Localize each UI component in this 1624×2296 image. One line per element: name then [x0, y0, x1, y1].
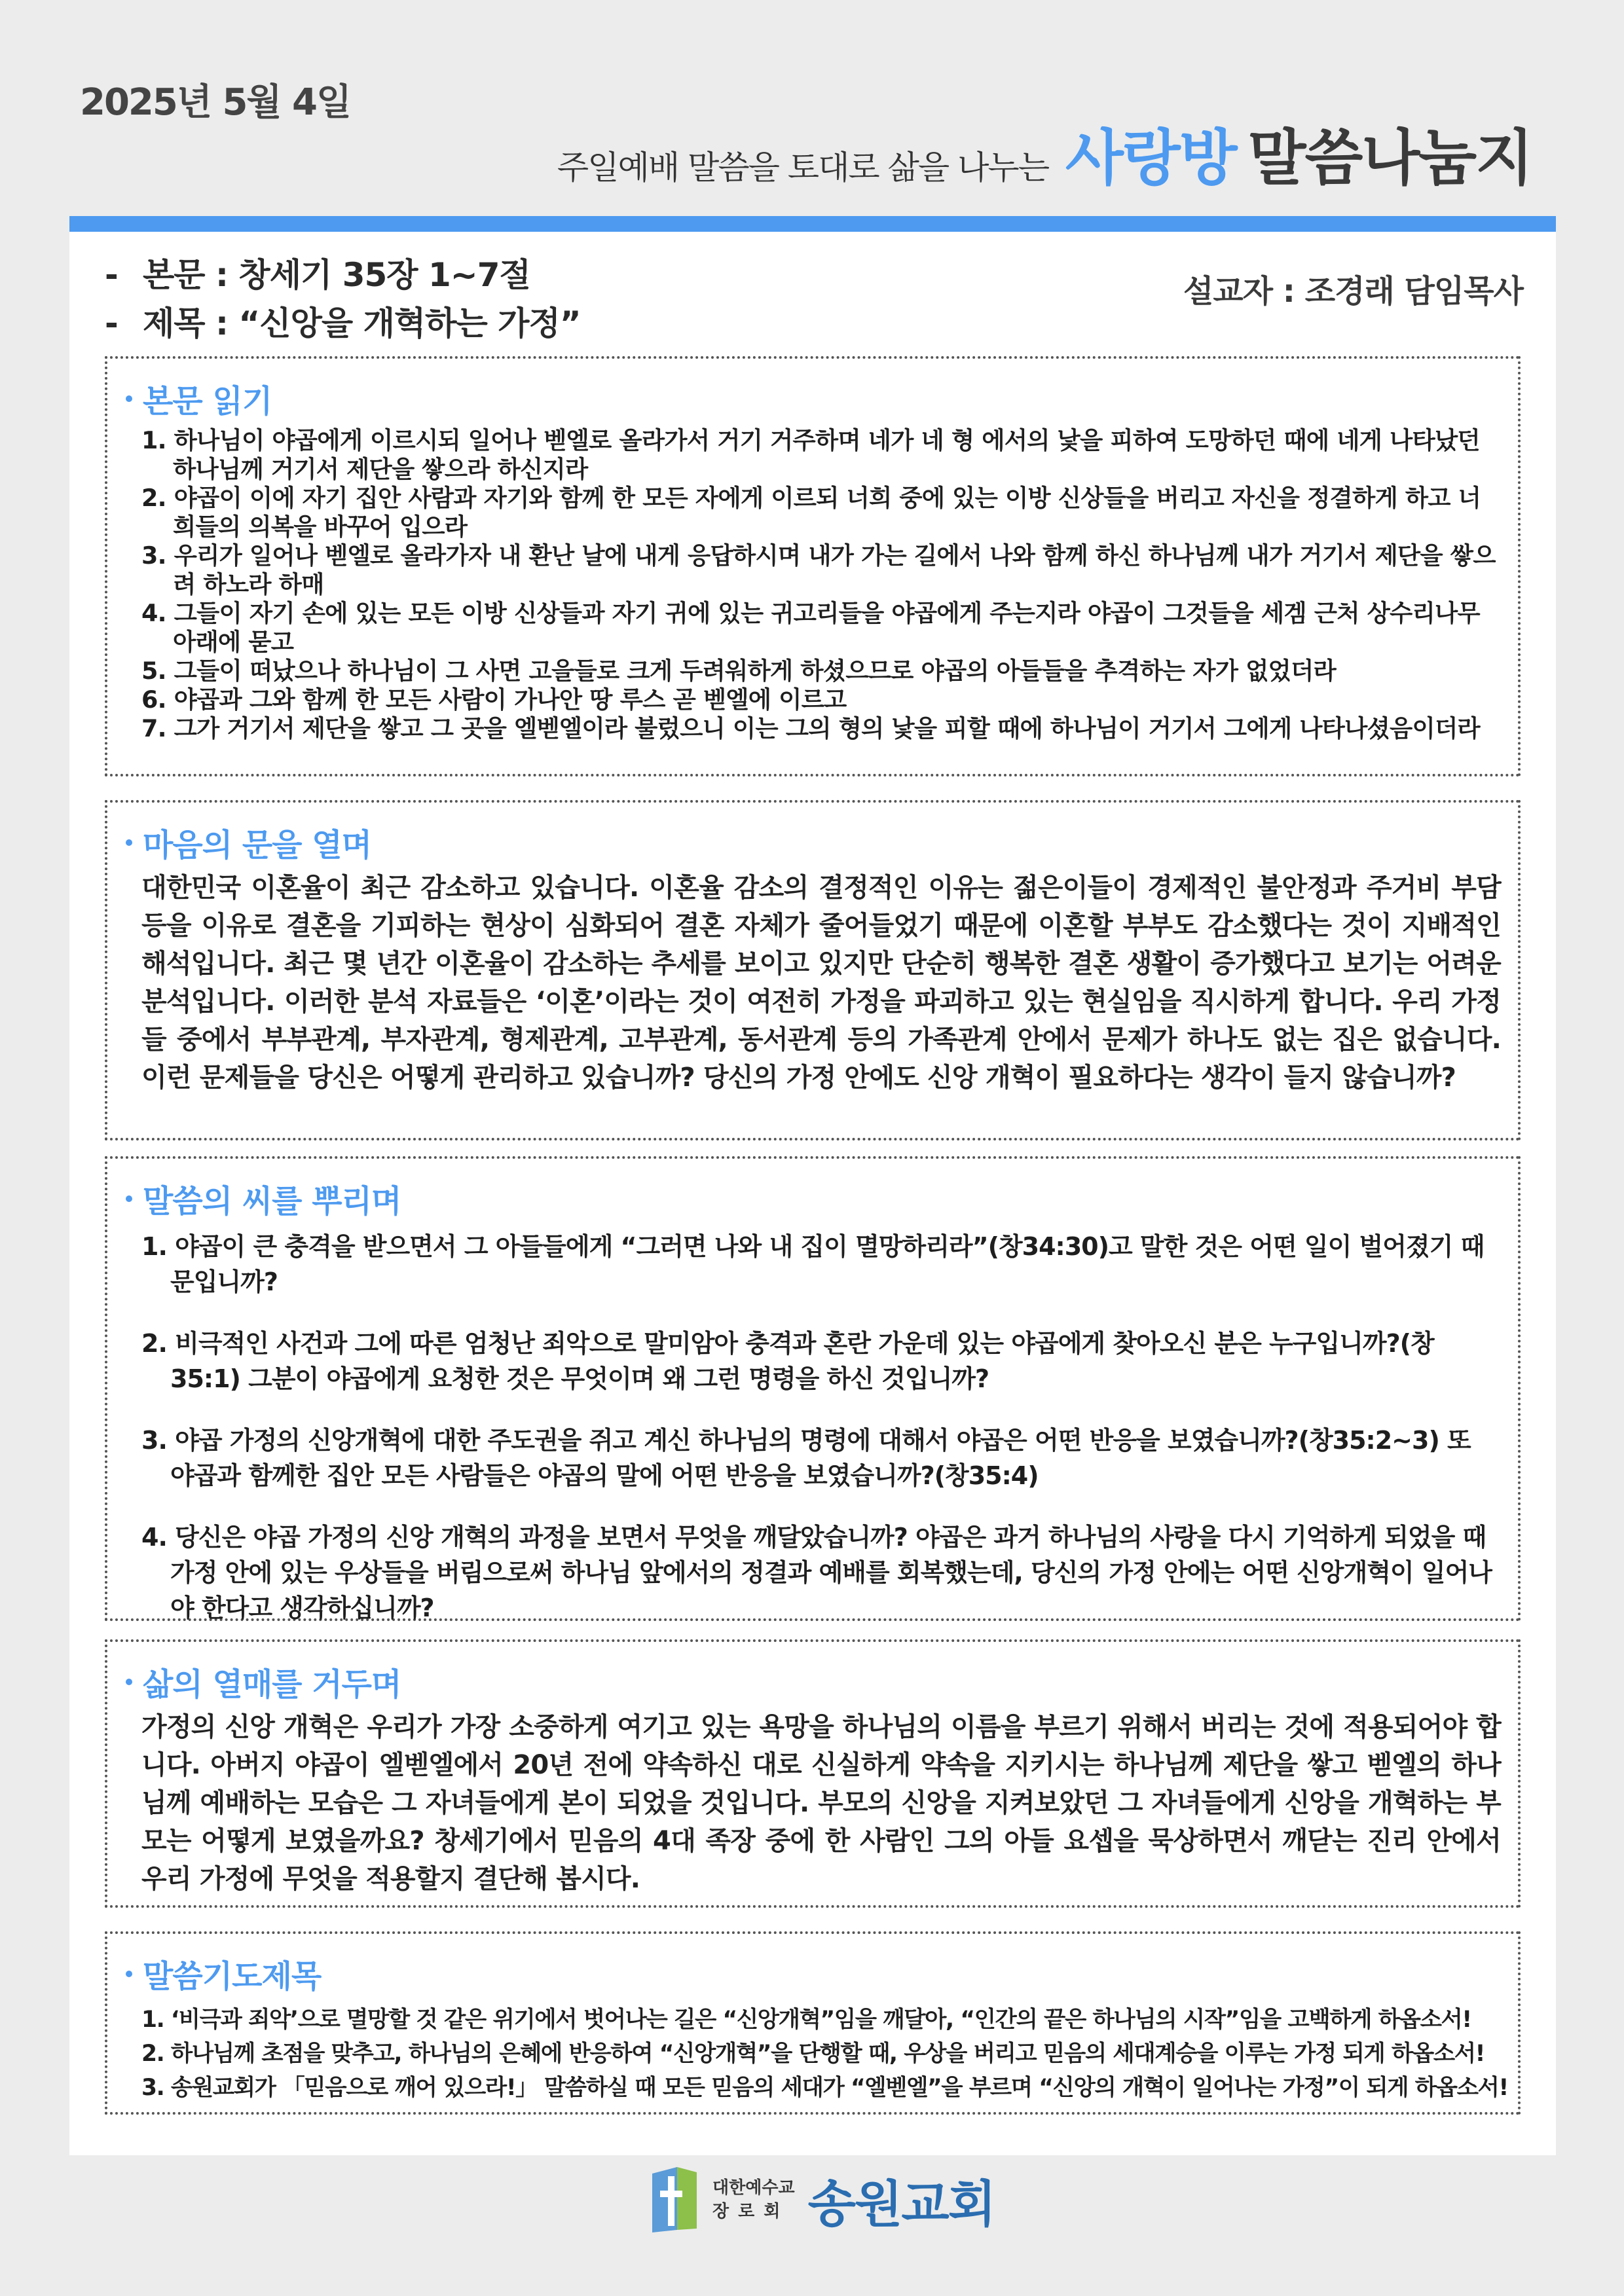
- header-subtitle: 주일예배 말씀을 토대로 삶을 나누는: [557, 149, 1048, 187]
- content-sheet: [69, 232, 1556, 2155]
- page-header: [557, 110, 1532, 196]
- verse-item: 6. 야곱과 그와 함께 한 모든 사람이 가나안 땅 루스 곧 벧엘에 이르고: [141, 685, 847, 714]
- questions-heading-text: 말씀의 씨를 뿌리며: [143, 1183, 401, 1220]
- question-item: 1. 야곱이 큰 충격을 받으면서 그 아들들에게 “그러면 나와 내 집이 멸망하리라”(창34:30)고 말한 것은 어떤 일이 벌어졌기 때문입니까?: [141, 1232, 1485, 1296]
- preacher-label: 설교자 : 조경래 담임목사: [1183, 273, 1523, 310]
- sermon-text-line: - 본문 : 창세기 35장 1~7절: [105, 256, 530, 294]
- application-paragraph: 가정의 신앙 개혁은 우리가 가장 소중하게 여기고 있는 욕망을 하나님의 이름을 부르기 위해서 버리는 것에 적용되어야 합니다. 아버지 야곱이 엘벧엘에서 20년 전에 약속하신 대로 신실하게 약속을 지키시는 하나님께 제단을 쌓고 벧엘의 하나님께 예배하는 모습은 그 자녀들에게 본이 되었을 것입니다. 부모의 신앙을 지켜보았던 그 자녀들에게 신앙을 개혁하는 부모는 어떻게 보였을까요? 창세기에서 믿음의 4대 족장 중에 한 사람인 그의 아들 요셉을 묵상하면서 깨닫는 진리 안에서 우리 가정에 무엇을 적용할지 결단해 봅시다.: [141, 1712, 1501, 1894]
- church-name: 송원교회: [807, 2174, 995, 2233]
- application-heading-text: 삶의 열매를 거두며: [143, 1666, 401, 1703]
- prayer-section: [105, 1931, 1521, 2115]
- verse-item: 5. 그들이 떠났으나 하나님이 그 사면 고을들로 크게 두려워하게 하셨으므로 야곱의 아들들을 추격하는 자가 없었더라: [141, 657, 1336, 685]
- verse-list: [141, 426, 1501, 743]
- prayer-heading: [126, 1951, 1501, 1996]
- question-item: 3. 야곱 가정의 신앙개혁에 대한 주도권을 쥐고 계신 하나님의 명령에 대해서 야곱은 어떤 반응을 보였습니까?(창35:2~3) 또 야곱과 함께한 집안 모든 사람들은 야곱의 말에 어떤 반응을 보였습니까?(창35:4): [141, 1426, 1471, 1490]
- prayer-item: 3. 송원교회가 「믿음으로 깨어 있으라!」 말씀하실 때 모든 믿음의 세대가 “엘벧엘”을 부르며 “신앙의 개혁이 일어나는 가정”이 되게 하옵소서!: [141, 2075, 1508, 2101]
- application-heading: [126, 1659, 1501, 1704]
- application-section: [105, 1639, 1521, 1908]
- church-footer: [648, 2160, 995, 2239]
- verse-item: 4. 그들이 자기 손에 있는 모든 이방 신상들과 자기 귀에 있는 귀고리들을 야곱에게 주는지라 야곱이 그것들을 세겜 근처 상수리나무 아래에 묻고: [141, 599, 1480, 656]
- verse-item: 1. 하나님이 야곱에게 이르시되 일어나 벧엘로 올라가서 거기 거주하며 네가 네 형 에서의 낯을 피하여 도망하던 때에 네게 나타났던 하나님께 거기서 제단을 쌓으라 하신지라: [141, 426, 1480, 483]
- question-list: [141, 1229, 1501, 1626]
- reading-section: [105, 356, 1521, 776]
- reading-heading-text: 본문 읽기: [143, 383, 272, 420]
- denomination-text: 대한예수교: [712, 2178, 795, 2198]
- header-divider: [69, 216, 1556, 232]
- question-item: 2. 비극적인 사건과 그에 따른 엄청난 죄악으로 말미암아 충격과 혼란 가운데 있는 야곱에게 찾아오신 분은 누구입니까?(창35:1) 그분이 야곱에게 요청한 것은 무엇이며 왜 그런 명령을 하신 것입니까?: [141, 1329, 1434, 1393]
- questions-section: [105, 1156, 1521, 1621]
- bullet-icon: [126, 1971, 132, 1977]
- cross-book-icon: [648, 2164, 701, 2235]
- verse-item: 7. 그가 거기서 제단을 쌓고 그 곳을 엘벧엘이라 불렀으니 이는 그의 형의 낯을 피할 때에 하나님이 거기서 그에게 나타나셨음이더라: [141, 714, 1480, 742]
- bullet-icon: [126, 1679, 132, 1685]
- prayer-item: 2. 하나님께 초점을 맞추고, 하나님의 은혜에 반응하여 “신앙개혁”을 단행할 때, 우상을 버리고 믿음의 세대계승을 이루는 가정 되게 하옵소서!: [141, 2041, 1485, 2067]
- sermon-title: 제목 : “신앙을 개혁하는 가정”: [143, 304, 581, 342]
- bullet-icon: [126, 395, 132, 402]
- question-item: 4. 당신은 야곱 가정의 신앙 개혁의 과정을 보면서 무엇을 깨달았습니까? 야곱은 과거 하나님의 사랑을 다시 기억하게 되었을 때 가정 안에 있는 우상들을 버림으로써 하나님 앞에서의 정결과 예배를 회복했는데, 당신의 가정 안에는 어떤 신앙개혁이 일어나야 한다고 생각하십니까?: [141, 1523, 1492, 1622]
- reading-heading: [126, 376, 1501, 421]
- prayer-list: [141, 2003, 1508, 2105]
- opening-heading: [126, 820, 1501, 865]
- prayer-item: 1. ‘비극과 죄악’으로 멸망할 것 같은 위기에서 벗어나는 길은 “신앙개혁”임을 깨달아, “인간의 끝은 하나님의 시작”임을 고백하게 하옵소서!: [141, 2007, 1471, 2033]
- sermon-text-reference: 본문 : 창세기 35장 1~7절: [143, 256, 530, 294]
- questions-heading: [126, 1176, 1501, 1221]
- opening-heading-text: 마음의 문을 열며: [143, 827, 371, 864]
- opening-section: [105, 800, 1521, 1140]
- page-date: 2025년 5월 4일: [80, 81, 351, 124]
- denomination-label: [712, 2176, 795, 2223]
- header-title-main: 말씀나눔지: [1247, 123, 1532, 193]
- sermon-title-line: - 제목 : “신앙을 개혁하는 가정”: [105, 304, 581, 342]
- bullet-icon: [126, 1195, 132, 1202]
- presbyterian-text: 장로회: [712, 2202, 790, 2221]
- verse-item: 2. 야곱이 이에 자기 집안 사람과 자기와 함께 한 모든 자에게 이르되 너희 중에 있는 이방 신상들을 버리고 자신을 정결하게 하고 너희들의 의복을 바꾸어 입으라: [141, 484, 1481, 541]
- bullet-icon: [126, 839, 132, 846]
- header-title-accent: 사랑방: [1065, 123, 1236, 193]
- opening-paragraph: 대한민국 이혼율이 최근 감소하고 있습니다. 이혼율 감소의 결정적인 이유는 젊은이들이 경제적인 불안정과 주거비 부담 등을 이유로 결혼을 기피하는 현상이 심화되어 결혼 자체가 줄어들었기 때문에 이혼할 부부도 감소했다는 것이 지배적인 해석입니다. 최근 몇 년간 이혼율이 감소하는 추세를 보이고 있지만 단순히 행복한 결혼 생활이 증가했다고 보기는 어려운 분석입니다. 이러한 분석 자료들은 ‘이혼’이라는 것이 여전히 가정을 파괴하고 있는 현실임을 직시하게 합니다. 우리 가정들 중에서 부부관계, 부자관계, 형제관계, 고부관계, 동서관계 등의 가족관계 안에서 문제가 하나도 없는 집은 없습니다. 이런 문제들을 당신은 어떻게 관리하고 있습니까? 당신의 가정 안에도 신앙 개혁이 필요하다는 생각이 들지 않습니까?: [141, 873, 1501, 1093]
- prayer-heading-text: 말씀기도제목: [143, 1958, 322, 1995]
- verse-item: 3. 우리가 일어나 벧엘로 올라가자 내 환난 날에 내게 응답하시며 내가 가는 길에서 나와 함께 하신 하나님께 내가 거기서 제단을 쌓으려 하노라 하매: [141, 541, 1496, 598]
